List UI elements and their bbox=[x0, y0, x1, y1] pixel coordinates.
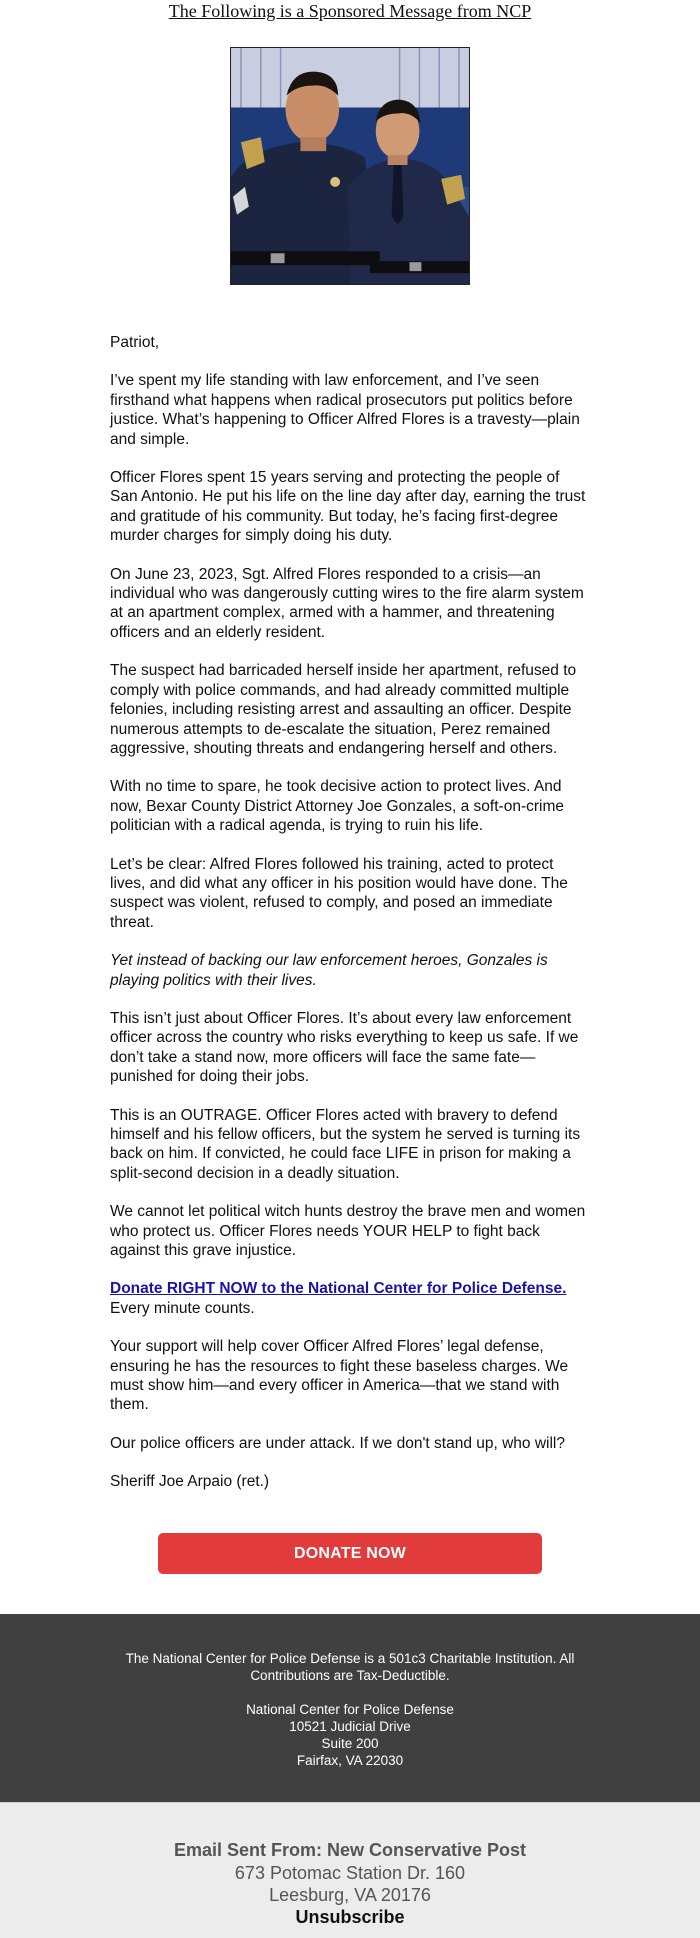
address-line: Fairfax, VA 22030 bbox=[296, 1753, 404, 1768]
tax-deductible-note: The National Center for Police Defense is a 501c3 Charitable Institution. All Contributions are Tax-Deductible. bbox=[125, 1651, 575, 1683]
donate-link[interactable]: Donate RIGHT NOW to the National Center for Police Defense. bbox=[110, 1280, 567, 1298]
letter-paragraph: Officer Flores spent 15 years serving and protecting the people of San Antonio. He put his life on the line day after day, earning the trust and gratitude of his community. But today, he’s facing first-degree murder charges for simply doing his duty. bbox=[110, 469, 586, 545]
letter-paragraph: This is an OUTRAGE. Officer Flores acted with bravery to defend himself and his fellow officers, but the system he served is turning its back on him. If convicted, he could face LIFE in prison for making a split-second decision in a deadly situation. bbox=[110, 1106, 581, 1182]
letter-paragraph-italic: Yet instead of backing our law enforcement heroes, Gonzales is playing politics with their lives. bbox=[110, 952, 548, 989]
footer-charity-info bbox=[0, 1614, 700, 1802]
sender-address-line: Leesburg, VA 20176 bbox=[269, 1885, 431, 1905]
address-line: Suite 200 bbox=[321, 1736, 379, 1751]
officers-photo-illustration bbox=[231, 48, 469, 284]
officers-photo bbox=[230, 47, 470, 285]
letter-paragraph: Let’s be clear: Alfred Flores followed his training, acted to protect lives, and did what any officer in his position would have done. The suspect was violent, refused to comply, and posed an immediate threat. bbox=[110, 855, 568, 931]
donate-paragraph bbox=[110, 1279, 590, 1318]
charity-address bbox=[0, 1701, 700, 1769]
donate-now-button[interactable]: DONATE NOW bbox=[158, 1533, 542, 1574]
letter-paragraph: On June 23, 2023, Sgt. Alfred Flores responded to a crisis—an individual who was dangerously cutting wires to the fire alarm system at an apartment complex, armed with a hammer, and threatening officers and an elderly resident. bbox=[110, 565, 584, 641]
address-line: 10521 Judicial Drive bbox=[289, 1719, 411, 1734]
letter-paragraph: We cannot let political witch hunts destroy the brave men and women who protect us. Officer Flores needs YOUR HELP to fight back against this grave injustice. bbox=[110, 1203, 586, 1260]
letter-paragraph: Your support will help cover Officer Alfred Flores’ legal defense, ensuring he has the resources to fight these baseless charges. We must show him—and every officer in America—that we stand with them. bbox=[110, 1338, 569, 1414]
letter-paragraph: I’ve spent my life standing with law enforcement, and I’ve seen firsthand what happens when radical prosecutors put politics before justice. What’s happening to Officer Alfred Flores is a travesty—plain and simple. bbox=[110, 372, 580, 448]
letter-body bbox=[110, 333, 590, 1511]
address-line: National Center for Police Defense bbox=[246, 1702, 454, 1717]
letter-paragraph: Our police officers are under attack. If we don't stand up, who will? bbox=[110, 1434, 565, 1452]
letter-paragraph: This isn’t just about Officer Flores. It’s about every law enforcement officer across the country who risks everything to keep us safe. If we don’t take a stand now, more officers will face the same fate—punished for doing their jobs. bbox=[110, 1009, 579, 1086]
sent-from-label: Email Sent From: New Conservative Post bbox=[173, 1840, 527, 1860]
letter-greeting: Patriot, bbox=[110, 334, 160, 351]
cta-container bbox=[158, 1533, 542, 1574]
sender-address-line: 673 Potomac Station Dr. 160 bbox=[234, 1863, 466, 1883]
donate-after-text: Every minute counts. bbox=[110, 1299, 255, 1317]
letter-signature: Sheriff Joe Arpaio (ret.) bbox=[110, 1473, 270, 1491]
unsubscribe-link[interactable]: Unsubscribe bbox=[295, 1907, 405, 1927]
letter-paragraph: The suspect had barricaded herself inside her apartment, refused to comply with police commands, and had already committed multiple felonies, including resisting arrest and assaulting an officer. Despite numerous attempts to de-escalate the situation, Perez remained aggressive, shouting threats and endangering herself and others. bbox=[110, 662, 577, 757]
letter-paragraph: With no time to spare, he took decisive action to protect lives. And now, Bexar County District Attorney Joe Gonzales, a soft-on-crime politician with a radical agenda, is trying to ruin his life. bbox=[110, 778, 564, 835]
sponsor-header: The Following is a Sponsored Message from NCP bbox=[168, 1, 532, 21]
footer-sender-info bbox=[0, 1802, 700, 1938]
